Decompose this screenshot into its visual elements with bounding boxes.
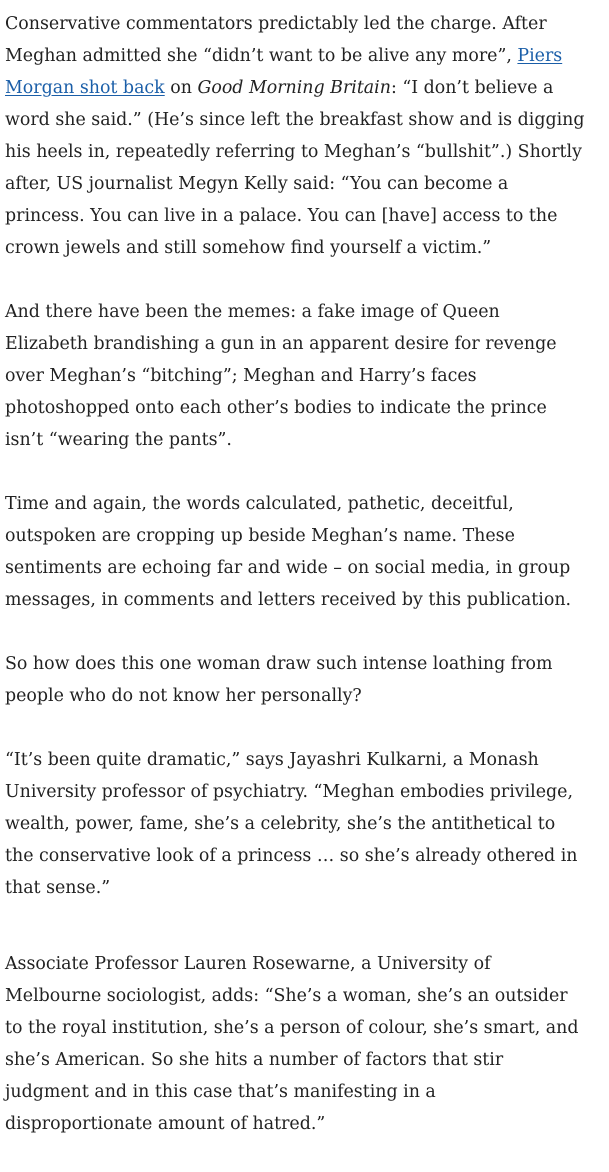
paragraph-5: “It’s been quite dramatic,” says Jayashri Kulkarni, a Monash University professor of psychiatry. “Meghan embodies privilege, wealth, power, fame, she’s a celebrity, she’s the antithetical to the conservative look of a princess … so she’s already othered in that sense.”: [5, 750, 578, 898]
paragraph-1-text-end: : “I don’t believe a word she said.” (He’s since left the breakfast show and is digging his heels in, repeatedly referring to Meghan’s “bullshit”.) Shortly after, US journalist Megyn Kelly said: “You can become a princess. You can live in a palace. You can [have] access to the crown jewels and still somehow find yourself a victim.”: [5, 78, 585, 258]
paragraph-1: [5, 8, 585, 264]
piers-morgan-link[interactable]: Piers Morgan shot back: [5, 46, 563, 98]
paragraph-3: Time and again, the words calculated, pathetic, deceitful, outspoken are cropping up beside Meghan’s name. These sentiments are echoing far and wide – on social media, in group messages, in comments and letters received by this publication.: [5, 494, 572, 610]
paragraph-1-text-on: on: [164, 78, 198, 98]
show-title: Good Morning Britain: [197, 78, 391, 98]
paragraph-6: Associate Professor Lauren Rosewarne, a University of Melbourne sociologist, adds: “She’s a woman, she’s an outsider to the royal institution, she’s a person of colour, she’s smart, and she’s American. So she hits a number of factors that stir judgment and in this case that’s manifesting in a disproportionate amount of hatred.”: [5, 954, 579, 1134]
paragraph-2: And there have been the memes: a fake image of Queen Elizabeth brandishing a gun in an apparent desire for revenge over Meghan’s “bitching”; Meghan and Harry’s faces photoshopped onto each other’s bodies to indicate the prince isn’t “wearing the pants”.: [5, 302, 557, 450]
paragraph-1-text-start: Conservative commentators predictably led the charge. After Meghan admitted she “didn’t want to be alive any more”,: [5, 14, 547, 66]
paragraph-4: So how does this one woman draw such intense loathing from people who do not know her personally?: [5, 654, 553, 706]
article-body: [5, 8, 585, 1172]
